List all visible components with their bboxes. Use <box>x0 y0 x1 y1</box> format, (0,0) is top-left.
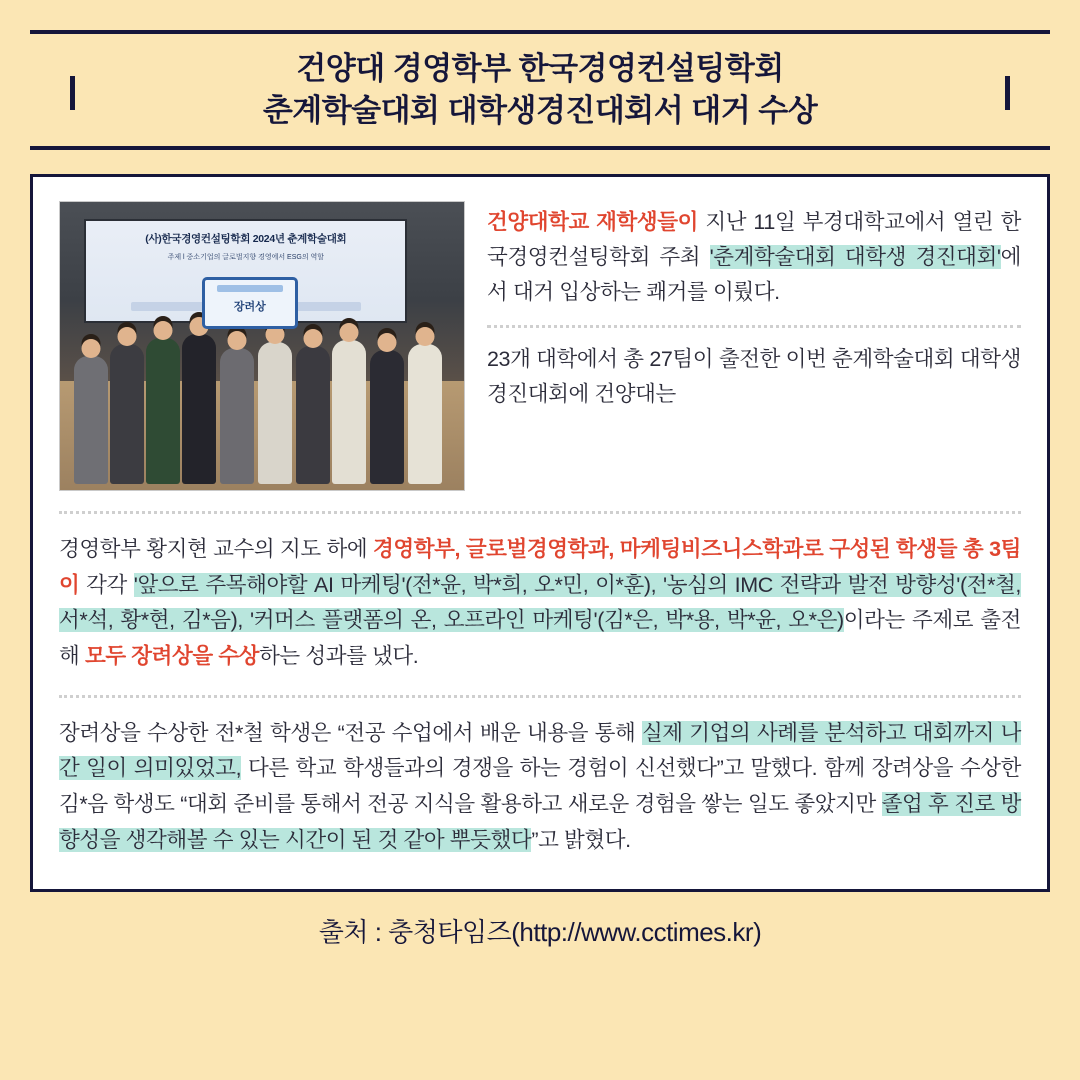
banner-title: (사)한국경영컨설팅학회 2024년 춘계학술대회 <box>145 233 347 246</box>
award-plaque <box>202 277 298 329</box>
person-head <box>304 329 323 348</box>
person-head <box>416 327 435 346</box>
lead-paragraph <box>487 205 1021 309</box>
decorative-tick-right <box>1005 76 1010 110</box>
divider-dotted-2 <box>59 511 1021 514</box>
person <box>332 340 366 484</box>
article-card <box>30 30 1050 1050</box>
person-head <box>82 339 101 358</box>
person-head <box>118 327 137 346</box>
person <box>146 338 180 484</box>
person-head <box>228 331 247 350</box>
lead-paragraph-2: 23개 대학에서 총 27팀이 출전한 이번 춘계학술대회 대학생경진대회에 건양대는 <box>487 347 1021 407</box>
p1-text-a: 경영학부 황지현 교수의 지도 하에 <box>59 537 373 561</box>
decorative-tick-left <box>70 76 75 110</box>
p2-text-b: 다른 학교 학생들과의 경쟁을 하는 경험이 신선했다”고 말했다. 함께 장려상을 수상한 김*음 학생도 “대회 준비를 통해서 전공 지식을 활용하고 새로운 경험을 쌓는 일도 좋았지만 <box>59 756 1021 817</box>
body-paragraph-1 <box>59 532 1021 675</box>
top-row <box>59 201 1021 491</box>
person <box>74 356 108 484</box>
p1-highlight-red-2: 모두 장려상을 수상 <box>84 644 260 669</box>
person <box>258 342 292 484</box>
lead-highlight-mint: '춘계학술대회 대학생 경진대회' <box>709 244 1001 269</box>
p1-highlight-mint-1: '앞으로 주목해야할 AI 마케팅'(전*윤, 박*희, 오*민, 이*훈), '농심의 IMC 전략과 발전 방향성'(전*철, 서*석, 황*현, 김*음), '커머스 플랫폼의 온, 오프라인 마케팅'(김*은, 박*용, 박*윤, 오*은) <box>59 572 1021 633</box>
p2-text-a: 장려상을 수상한 전*철 학생은 “전공 수업에서 배운 내용을 통해 <box>59 720 642 745</box>
p1-text-c: 이라는 주제로 출전해 <box>59 608 1021 669</box>
source-attribution: 출처 : 충청타임즈(http://www.cctimes.kr) <box>318 917 762 947</box>
person <box>110 344 144 484</box>
lead-text-b: 에서 대거 입상하는 쾌거를 이뤘다. <box>487 244 1022 304</box>
headline-line-2: 춘계학술대회 대학생경진대회서 대거 수상 <box>262 93 818 128</box>
p1-highlight-red-1: 경영학부, 글로벌경영학과, 마케팅비즈니스학과로 구성된 학생들 총 3팀이 <box>59 537 1021 597</box>
lead-column <box>487 201 1021 412</box>
plaque-label: 장려상 <box>233 300 266 313</box>
person-head <box>154 321 173 340</box>
lead-text-a: 지난 11일 부경대학교에서 열린 한국경영컨설팅학회 주최 <box>487 210 1022 269</box>
p1-text-d: 하는 성과를 냈다. <box>259 644 419 669</box>
divider-dotted <box>487 325 1021 328</box>
p2-highlight-mint-2: 졸업 후 진로 방향성을 생각해볼 수 있는 시간이 된 것 같아 뿌듯했다 <box>59 792 1021 852</box>
person <box>370 350 404 484</box>
person <box>182 334 216 484</box>
person-head <box>340 323 359 342</box>
headline-block <box>30 30 1050 150</box>
person <box>220 348 254 484</box>
p1-text-b: 각각 <box>79 572 134 597</box>
person <box>296 346 330 484</box>
content-panel <box>30 174 1050 892</box>
person-head <box>378 333 397 352</box>
plaque-header-bar <box>217 285 283 292</box>
article-photo <box>59 201 465 491</box>
person <box>408 344 442 484</box>
page-title <box>263 48 817 132</box>
banner-subtitle: 주제 l 중소기업의 글로벌지향 경영에서 ESG의 역할 <box>167 254 325 262</box>
p2-highlight-mint-1: 실제 기업의 사례를 분석하고 대회까지 나간 일이 의미있었고, <box>59 720 1021 781</box>
p2-text-c: ”고 밝혔다. <box>531 827 631 852</box>
lead-highlight-red: 건양대학교 재학생들이 <box>487 210 699 234</box>
body-paragraph-2 <box>59 716 1021 859</box>
headline-line-1: 건양대 경영학부 한국경영컨설팅학회 <box>296 51 784 87</box>
divider-dotted-3 <box>59 695 1021 698</box>
